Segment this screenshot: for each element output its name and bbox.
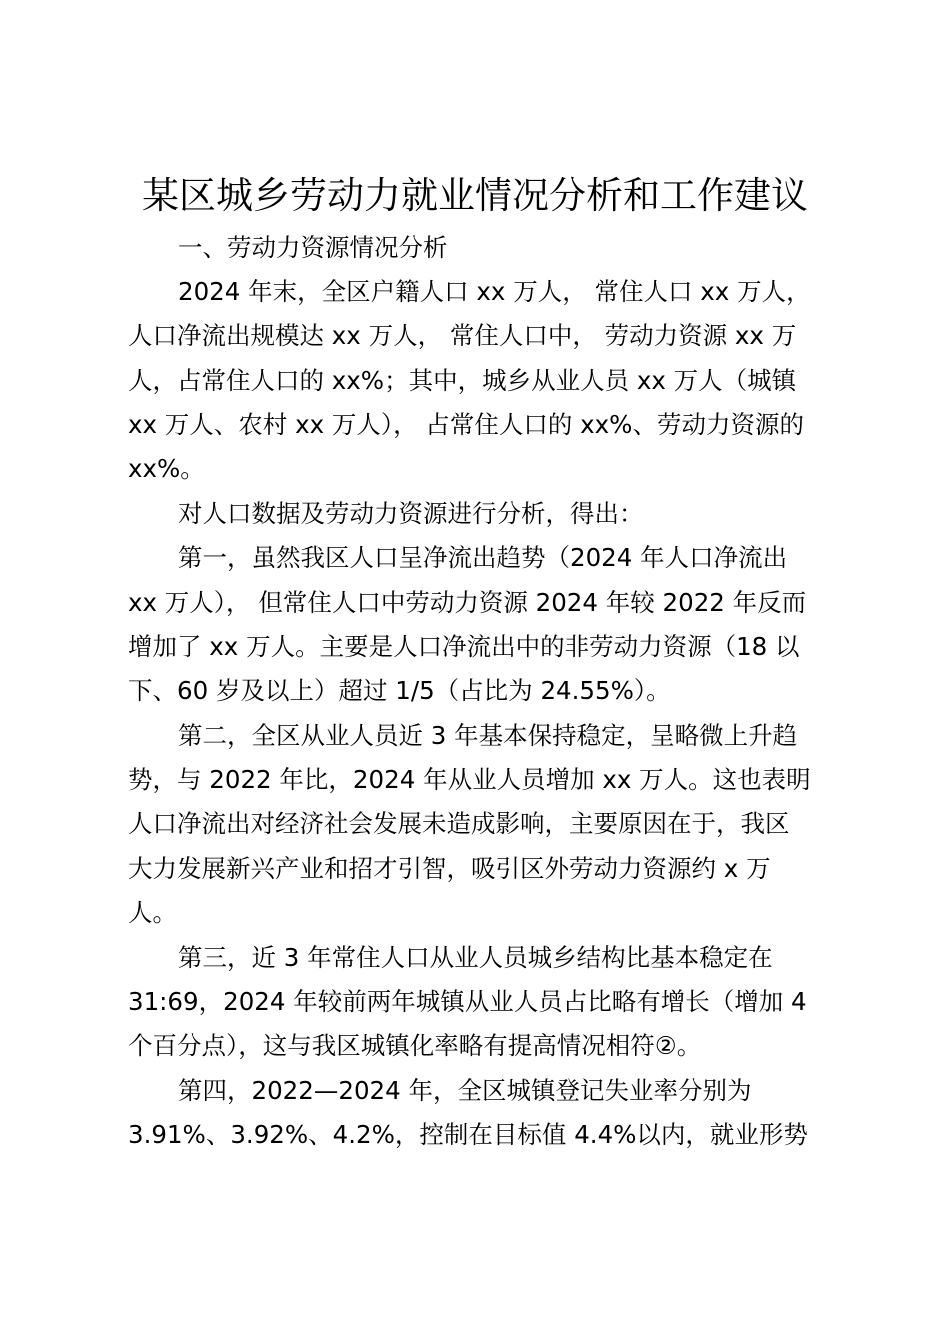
section-heading: 一、劳动力资源情况分析 (178, 233, 448, 262)
text-line: xx 万人、农村 xx 万人）， 占常住人口的 xx%、劳动力资源的 (128, 410, 804, 439)
text-line: 个百分点），这与我区城镇化率略有提高情况相符②。 (128, 1031, 702, 1060)
text-line: 人。 (128, 898, 177, 927)
text-line: xx 万人）， 但常住人口中劳动力资源 2024 年较 2022 年反而 (128, 588, 807, 617)
text-line: 3.91%、3.92%、4.2%，控制在目标值 4.4%以内，就业形势 (128, 1120, 808, 1149)
text-line: 第三，近 3 年常住人口从业人员城乡结构比基本稳定在 (178, 943, 773, 972)
text-line: xx%。 (128, 454, 205, 483)
text-line: 第四，2022—2024 年，全区城镇登记失业率分别为 (178, 1076, 752, 1105)
text-line: 下、60 岁及以上）超过 1/5（占比为 24.55%）。 (128, 676, 671, 705)
text-line: 第一，虽然我区人口呈净流出趋势（2024 年人口净流出 (178, 543, 788, 572)
text-line: 人，占常住人口的 xx%；其中，城乡从业人员 xx 万人（城镇 (128, 366, 797, 395)
text-line: 势，与 2022 年比，2024 年从业人员增加 xx 万人。这也表明 (128, 765, 811, 794)
text-line: 对人口数据及劳动力资源进行分析，得出： (178, 499, 644, 528)
text-line: 人口净流出规模达 xx 万人， 常住人口中， 劳动力资源 xx 万 (128, 321, 797, 350)
text-line: 大力发展新兴产业和招才引智，吸引区外劳动力资源约 x 万 (128, 854, 771, 883)
text-line: 人口净流出对经济社会发展未造成影响，主要原因在于，我区 (128, 809, 790, 838)
document-title: 某区城乡劳动力就业情况分析和工作建议 (142, 174, 808, 217)
text-line: 31:69，2024 年较前两年城镇从业人员占比略有增长（增加 4 (128, 987, 807, 1016)
text-line: 2024 年末，全区户籍人口 xx 万人， 常住人口 xx 万人， (178, 277, 811, 306)
text-line: 第二，全区从业人员近 3 年基本保持稳定，呈略微上升趋 (178, 721, 798, 750)
text-line: 增加了 xx 万人。主要是人口净流出中的非劳动力资源（18 以 (128, 632, 800, 661)
